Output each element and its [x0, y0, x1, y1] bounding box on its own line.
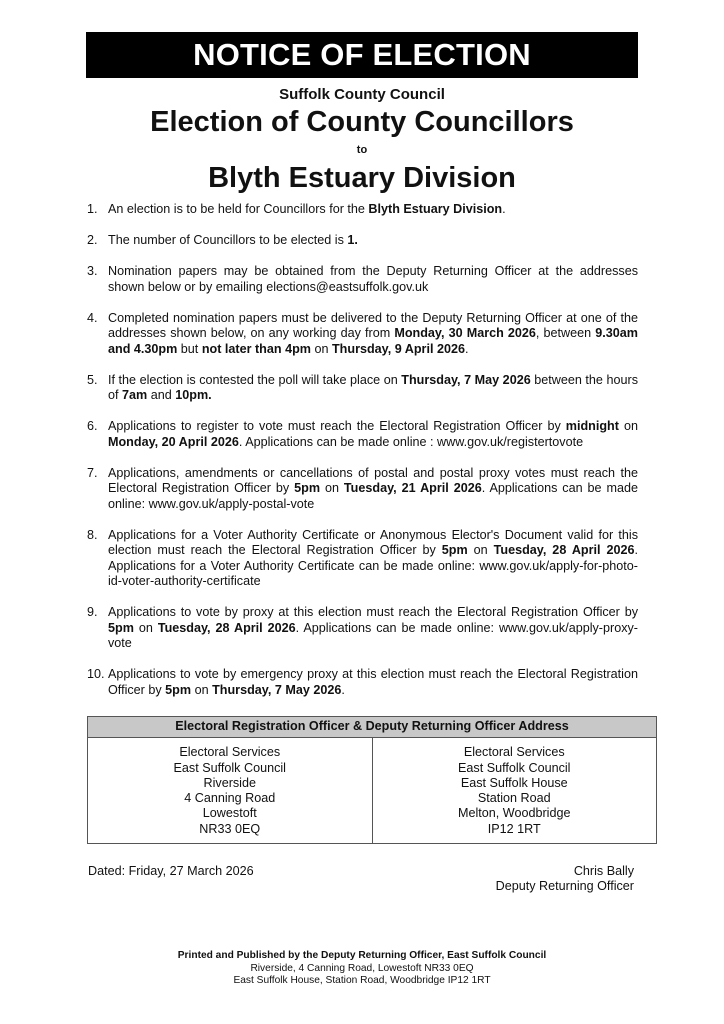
body-text: Applications to vote by emergency proxy at this election must reach the Electoral Registration Officer by: [108, 667, 638, 697]
body-text: Applications to vote by proxy at this election must reach the Electoral Registration Officer by: [108, 605, 638, 619]
body-text: .: [341, 682, 345, 697]
notice-item: [87, 466, 638, 513]
item-number: 6.: [87, 419, 98, 433]
address-line: 4 Canning Road: [184, 791, 276, 806]
address-line: Electoral Services: [179, 745, 281, 760]
item-text: [108, 202, 638, 218]
council-name: Suffolk County Council: [279, 86, 445, 103]
emphasis-text: Tuesday, 28 April 2026: [157, 620, 296, 635]
body-text: , between: [535, 326, 596, 340]
item-number: 10.: [87, 667, 105, 681]
item-text: [108, 466, 638, 513]
item-number: 9.: [87, 605, 98, 619]
emphasis-text: Thursday, 7 May 2026: [401, 372, 531, 387]
body-text: An election is to be held for Councillors for the: [108, 202, 369, 216]
body-text: Applications for a Voter Authority Certificate or Anonymous Elector's Document valid for this election must reach the Electoral Registration Officer by: [108, 527, 638, 557]
imprint-address-1: Riverside, 4 Canning Road, Lowestoft NR33 0EQ: [250, 962, 474, 974]
emphasis-text: midnight: [565, 419, 619, 433]
emphasis-text: 5pm: [294, 481, 321, 495]
notice-items: [87, 202, 638, 714]
item-text: [108, 605, 638, 652]
imprint-address-2: East Suffolk House, Station Road, Woodbridge IP12 1RT: [233, 975, 491, 986]
item-number: 8.: [87, 527, 98, 542]
emphasis-text: Thursday, 7 May 2026: [212, 682, 342, 697]
body-text: If the election is contested the poll will take place on: [108, 372, 402, 387]
item-text: [108, 311, 638, 358]
notice-item: [87, 202, 638, 218]
emphasis-text: Monday, 30 March 2026: [394, 326, 536, 340]
address-line: East Suffolk Council: [458, 760, 571, 775]
body-text: .: [464, 341, 469, 356]
item-number: 3.: [87, 264, 98, 278]
item-number: 1.: [87, 202, 98, 216]
title-connector: to: [356, 144, 368, 156]
notice-item: [87, 311, 638, 358]
emphasis-text: Tuesday, 28 April 2026: [493, 543, 635, 557]
emphasis-text: 7am: [122, 388, 148, 402]
body-text: on: [467, 543, 494, 557]
item-text: [108, 528, 638, 590]
address-line: IP12 1RT: [487, 821, 541, 836]
emphasis-text: Monday, 20 April 2026: [108, 434, 239, 449]
signatory-role: Deputy Returning Officer: [495, 879, 634, 894]
address-line: Melton, Woodbridge: [458, 806, 571, 821]
body-text: . Applications can be made online: www.gov.uk/apply-proxy-vote: [108, 620, 638, 650]
division-name: Blyth Estuary Division: [208, 162, 516, 194]
notice-item: [87, 373, 638, 404]
notice-item: [87, 233, 638, 249]
body-text: between the hours of: [108, 372, 638, 402]
body-text: Applications, amendments or cancellations of postal and postal proxy votes must reach the Electoral Registration Officer by: [108, 465, 638, 495]
emphasis-text: Thursday, 9 April 2026: [331, 341, 465, 356]
signatory: [496, 864, 634, 895]
address-line: NR33 0EQ: [199, 821, 261, 836]
emphasis-text: Tuesday, 21 April 2026: [343, 481, 482, 495]
body-text: . Applications can be made online: www.gov.uk/apply-postal-vote: [108, 481, 639, 511]
address-line: Station Road: [477, 791, 551, 806]
notice-item: [87, 605, 638, 652]
body-text: on: [133, 620, 158, 635]
notice-item: [87, 264, 638, 295]
address-line: Riverside: [203, 775, 256, 790]
item-text: [108, 373, 638, 404]
emphasis-text: 5pm: [108, 620, 134, 635]
item-text: [108, 667, 638, 698]
address-lowestoft: [88, 738, 373, 844]
imprint-publisher: Printed and Published by the Deputy Returning Officer, East Suffolk Council: [177, 950, 547, 961]
notice-item: [87, 419, 638, 450]
item-number: 4.: [87, 310, 98, 325]
body-text: but: [177, 341, 202, 356]
emphasis-text: 1.: [347, 233, 358, 247]
item-text: [108, 419, 638, 450]
body-text: on: [310, 341, 332, 356]
body-text: Applications to register to vote must reach the Electoral Registration Officer by: [108, 419, 566, 433]
item-number: 5.: [87, 372, 98, 387]
notice-item: [87, 528, 638, 590]
emphasis-text: not later than 4pm: [201, 341, 311, 356]
address-woodbridge: [372, 738, 657, 844]
emphasis-text: 5pm: [165, 682, 192, 697]
emphasis-text: 9.30am and 4.30pm: [108, 326, 638, 356]
address-table: [87, 716, 657, 844]
item-number: 2.: [87, 233, 98, 247]
body-text: .: [502, 202, 506, 216]
election-title: Election of County Councillors: [150, 106, 574, 138]
body-text: . Applications can be made online : www.gov.uk/registertovote: [238, 434, 584, 449]
dated-line: Dated: Friday, 27 March 2026: [88, 864, 254, 878]
body-text: and: [147, 388, 176, 402]
body-text: on: [618, 419, 638, 433]
item-number: 7.: [87, 465, 98, 480]
notice-item: [87, 667, 638, 698]
address-line: Lowestoft: [202, 806, 257, 821]
body-text: on: [320, 481, 344, 495]
body-text: Completed nomination papers must be delivered to the Deputy Returning Officer at one of the addresses shown below, on any working day from: [108, 310, 638, 340]
emphasis-text: 5pm: [441, 543, 468, 557]
address-line: East Suffolk House: [460, 775, 568, 790]
body-text: on: [191, 682, 213, 697]
body-text: Nomination papers may be obtained from the Deputy Returning Officer at the addresses shown below or by emailing elections@eastsuffolk.gov.uk: [108, 264, 638, 294]
address-table-heading: Electoral Registration Officer & Deputy Returning Officer Address: [88, 717, 657, 738]
body-text: . Applications for a Voter Authority Certificate can be made online: www.gov.uk/apply-for-photo-id-voter-authority-certificate: [108, 543, 638, 588]
notice-banner: [86, 32, 638, 78]
imprint-footer: [0, 950, 724, 988]
body-text: The number of Councillors to be elected is: [108, 233, 348, 247]
signatory-name: Chris Bally: [573, 864, 634, 878]
address-line: Electoral Services: [463, 745, 565, 760]
item-text: [108, 264, 638, 295]
address-line: East Suffolk Council: [173, 760, 286, 775]
emphasis-text: 10pm.: [175, 388, 212, 402]
banner-title: NOTICE OF ELECTION: [193, 37, 531, 72]
emphasis-text: Blyth Estuary Division: [368, 202, 503, 216]
item-text: [108, 233, 638, 249]
